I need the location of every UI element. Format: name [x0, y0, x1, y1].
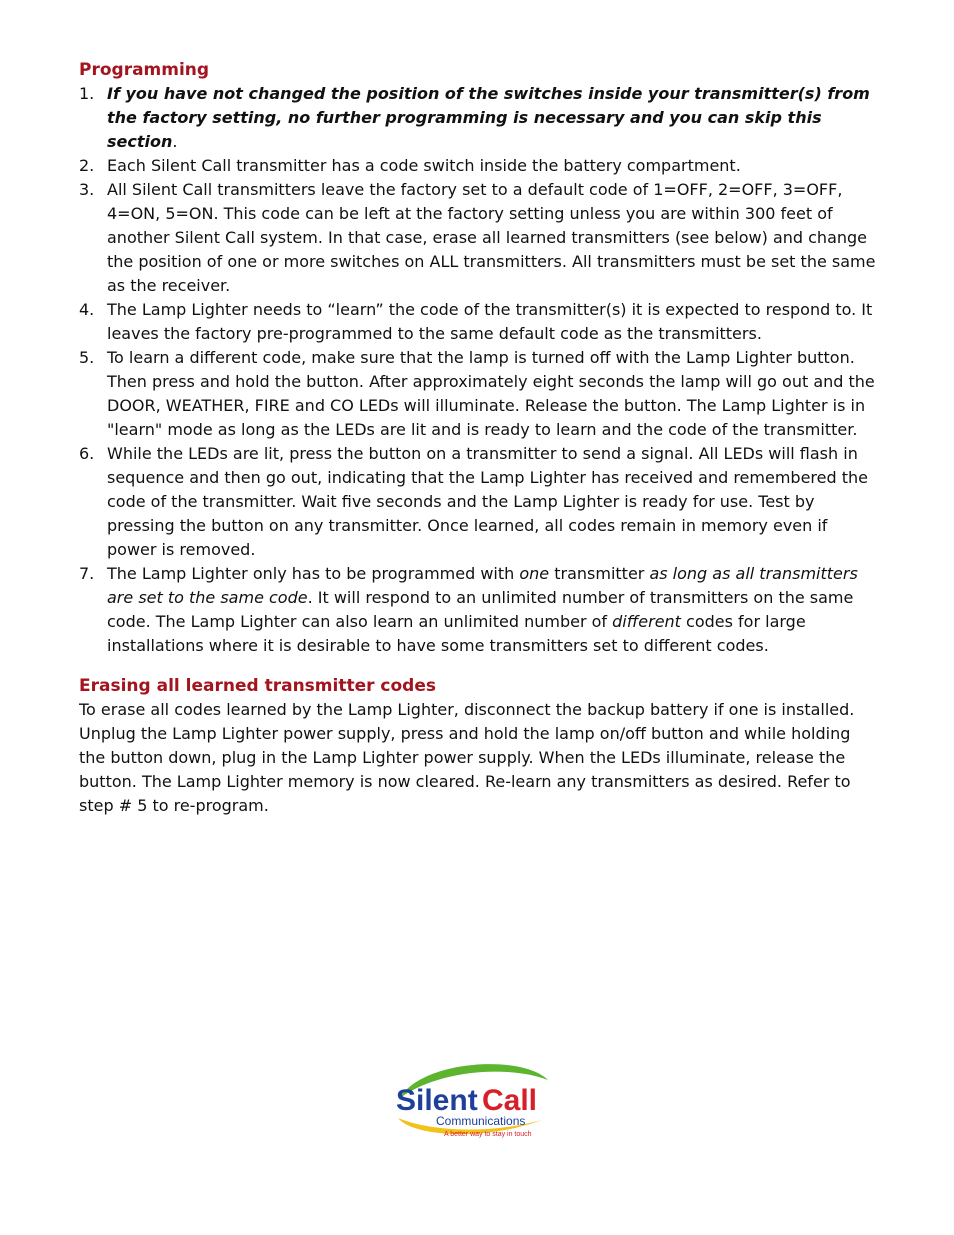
logo-tagline: A better way to stay in touch: [444, 1131, 532, 1138]
document-page: [79, 58, 879, 818]
list-item: 5. To learn a different code, make sure that the lamp is turned off with the Lamp Lighter button. Then press and hold the button. After approximately eight seconds the lamp will go out and the DOOR, WEATHER, FIRE and CO LEDs will illuminate. Release the button. The Lamp Lighter is in "learn" mode as long as the LEDs are lit and is ready to learn and the code of the transmitter.: [79, 348, 875, 439]
programming-steps-list: [79, 82, 879, 658]
list-item: 3. All Silent Call transmitters leave the factory set to a default code of 1=OFF, 2=OFF, 3=OFF, 4=ON, 5=ON. This code can be left at the factory setting unless you are within 300 feet of another Silent Call system. In that case, erase all learned transmitters (see below) and change the position of one or more switches on ALL transmitters. All transmitters must be set the same as the receiver.: [79, 180, 876, 295]
erasing-paragraph: To erase all codes learned by the Lamp Lighter, disconnect the backup battery if one is installed. Unplug the Lamp Lighter power supply, press and hold the lamp on/off button and while holding the button down, plug in the Lamp Lighter power supply. When the LEDs illuminate, release the button. The Lamp Lighter memory is now cleared. Re-learn any transmitters as desired. Refer to step # 5 to re-program.: [79, 700, 855, 815]
erasing-section: [79, 674, 879, 818]
list-item: 7. The Lamp Lighter only has to be programmed with one transmitter as long as all transmitters are set to the same code. It will respond to an unlimited number of transmitters on the same code. The Lamp Lighter can also learn an unlimited number of different codes for large installations where it is desirable to have some transmitters set to different codes.: [79, 564, 858, 655]
section-heading-erasing: Erasing all learned transmitter codes: [79, 676, 436, 696]
list-item: 1. If you have not changed the position of the switches inside your transmitter(s) from the factory setting, no further programming is necessary and you can skip this section.: [79, 84, 870, 151]
logo-word-call: Call: [482, 1084, 538, 1117]
list-item: 6. While the LEDs are lit, press the button on a transmitter to send a signal. All LEDs will flash in sequence and then go out, indicating that the Lamp Lighter has received and remembered the code of the transmitter. Wait five seconds and the Lamp Lighter is ready for use. Test by pressing the button on any transmitter. Once learned, all codes remain in memory even if power is removed.: [79, 444, 868, 559]
list-item: 4. The Lamp Lighter needs to “learn” the code of the transmitter(s) it is expected to respond to. It leaves the factory pre-programmed to the same default code as the transmitters.: [79, 300, 873, 343]
silent-call-logo: [392, 1058, 558, 1142]
logo-word-silent: Silent: [396, 1084, 478, 1117]
section-heading-programming: Programming: [79, 60, 210, 80]
logo-subtitle: Communications: [436, 1114, 526, 1128]
list-item: 2. Each Silent Call transmitter has a code switch inside the battery compartment.: [79, 156, 741, 175]
